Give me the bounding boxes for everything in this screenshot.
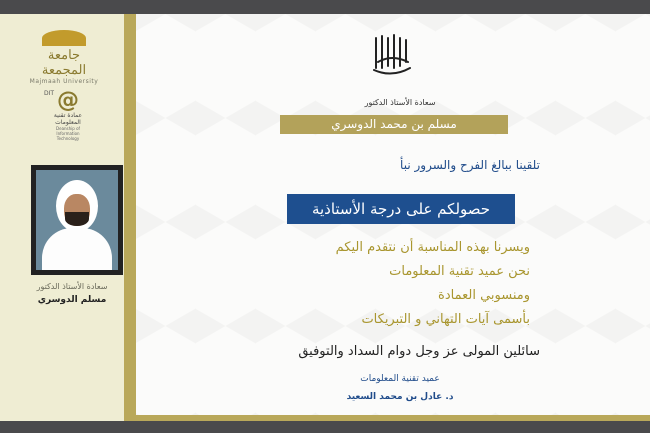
recipient-name-banner: مسلم بن محمد الدوسري: [280, 115, 508, 134]
highlight-banner: حصولكم على درجة الأستاذية: [287, 194, 515, 224]
closing-line: سائلين المولى عز وجل دوام السداد والتوفيق: [298, 344, 540, 359]
deanship-name-arabic: عمادة تقنية المعلومات: [53, 112, 83, 126]
university-name-arabic: جامعة المجمعة: [41, 48, 87, 78]
beard: [65, 212, 89, 226]
photo-caption-title: سعادة الأستاذ الدكتور: [36, 282, 108, 291]
gold-stripe: [124, 14, 136, 421]
intro-line: تلقينا ببالغ الفرح والسرور نبأ: [400, 158, 540, 172]
deanship-name-english: Deanship of Information Technology: [56, 126, 80, 141]
signature-title: عميد تقنية المعلومات: [360, 374, 440, 384]
thobe: [42, 228, 112, 270]
portrait-frame: [31, 165, 123, 275]
bottom-bar: [0, 421, 650, 433]
photo-caption-name: مسلم الدوسري: [37, 295, 107, 305]
at-sign-icon: @: [57, 88, 79, 113]
signature-name: د. عادل بن محمد السعيد: [346, 392, 454, 402]
header-title: سعادة الأستاذ الدكتور: [364, 98, 436, 107]
message-line: ومنسوبي العمادة: [438, 288, 530, 303]
deanship-it-logo: [46, 90, 90, 141]
portrait-photo: [36, 170, 118, 270]
deanship-code: DIT: [44, 90, 55, 97]
message-line: نحن عميد تقنية المعلومات: [389, 264, 530, 279]
message-line: بأسمى آيات التهاني و التبريكات: [361, 312, 530, 327]
top-bar: [0, 0, 650, 14]
university-emblem-icon: [42, 30, 86, 46]
university-name-english: Majmaah University: [29, 78, 99, 85]
majmaah-university-logo: [24, 30, 104, 85]
message-line: ويسرنا بهذه المناسبة أن نتقدم اليكم: [335, 240, 530, 255]
calligraphy-emblem-icon: [370, 32, 414, 80]
